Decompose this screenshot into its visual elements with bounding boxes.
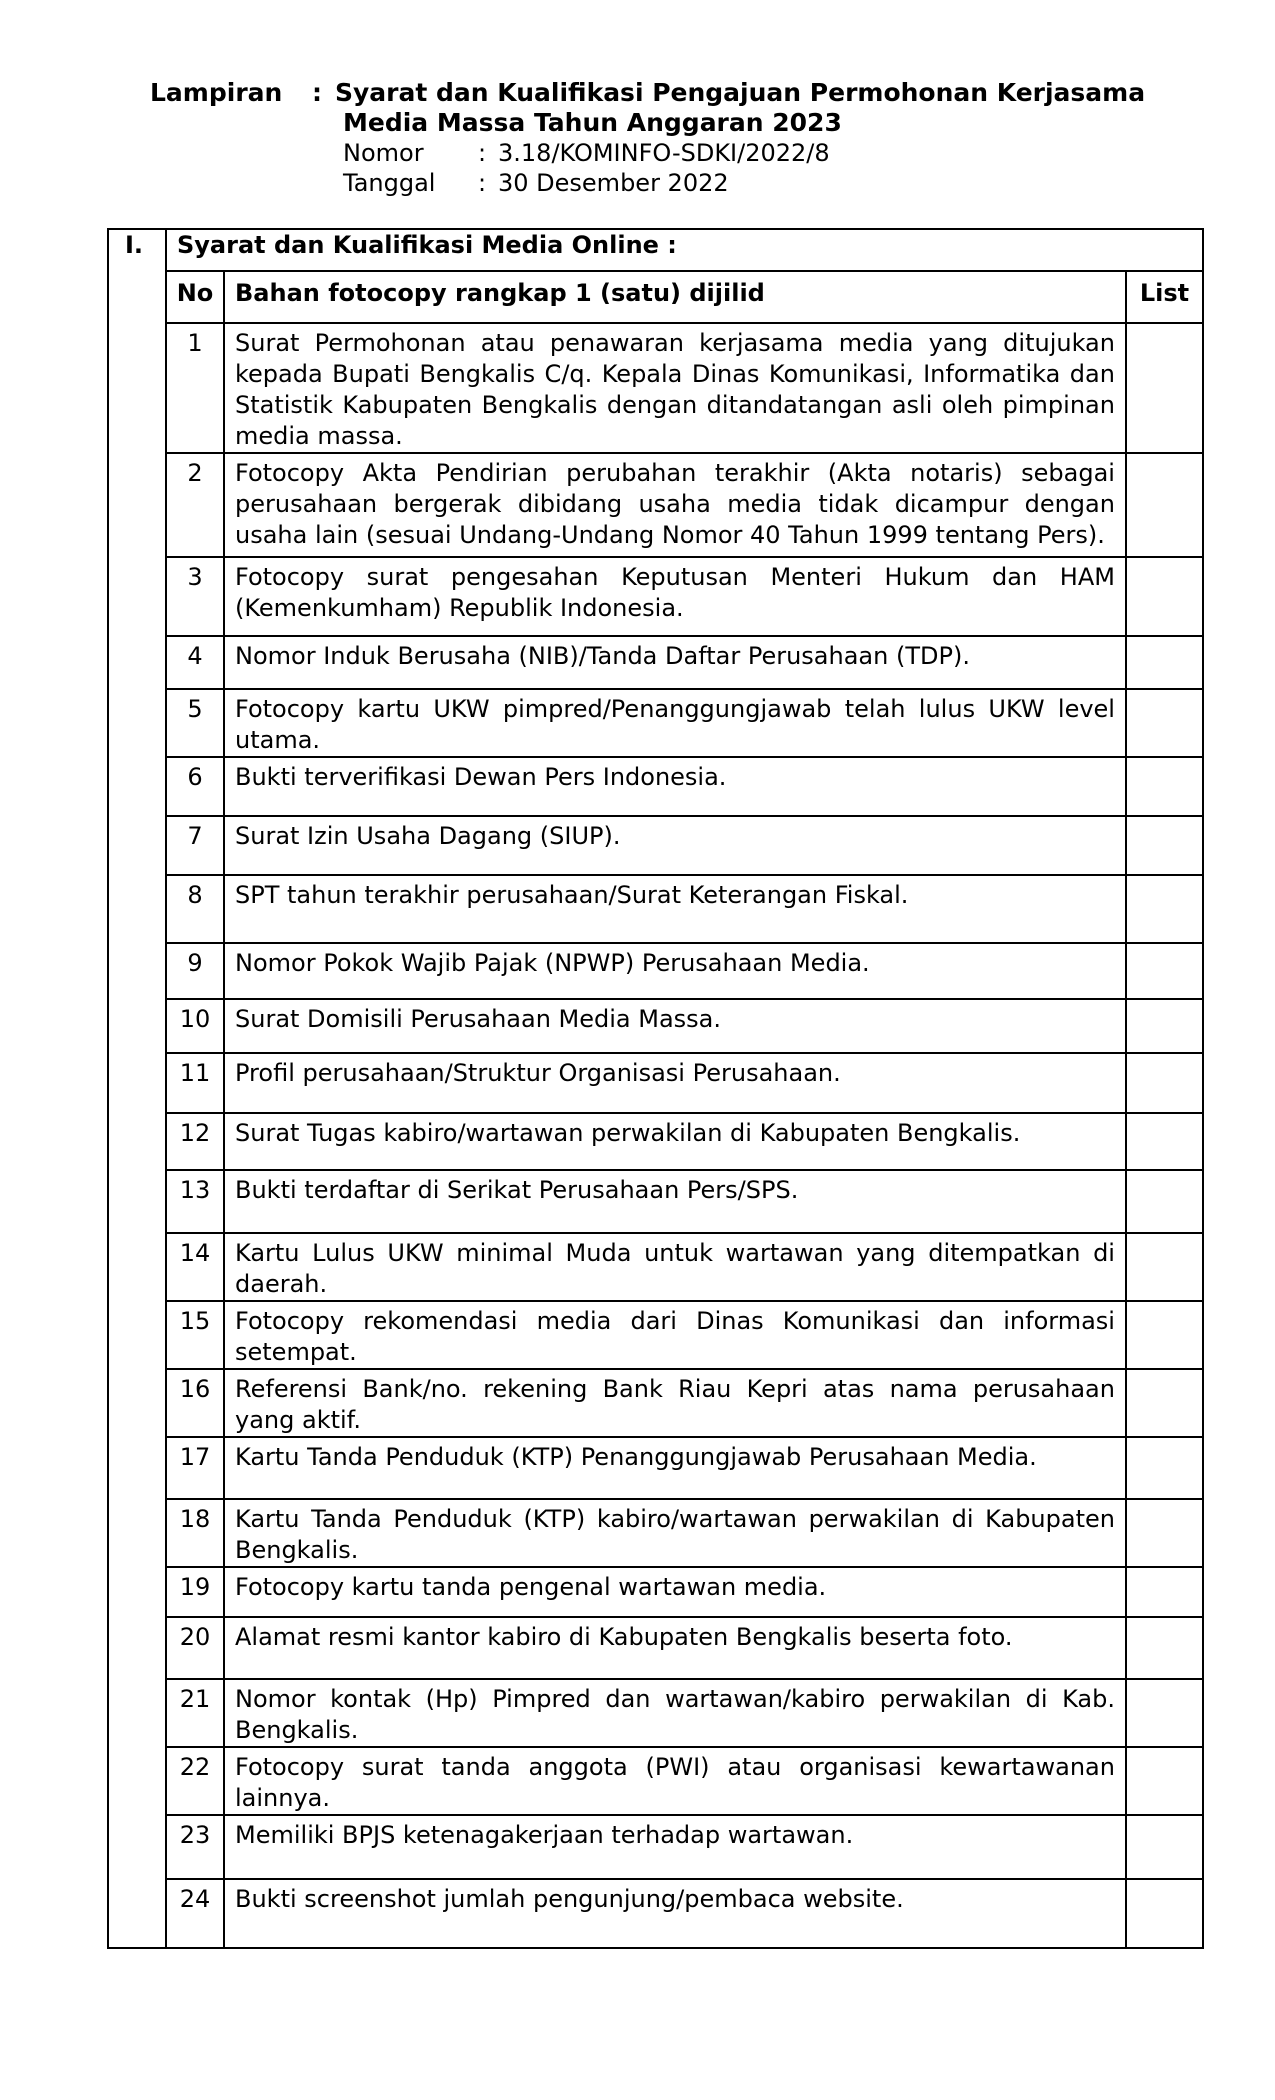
- item-number: 11: [166, 1053, 224, 1113]
- item-text: Kartu Tanda Penduduk (KTP) kabiro/wartawan perwakilan di Kabupaten Bengkalis.: [224, 1499, 1126, 1567]
- item-number: 16: [166, 1369, 224, 1437]
- table-row: [108, 689, 1203, 757]
- table-row: [108, 1499, 1203, 1567]
- item-list-checkbox[interactable]: [1126, 323, 1203, 453]
- table-row: [108, 636, 1203, 689]
- table-row: [108, 1170, 1203, 1233]
- table-row: [108, 1301, 1203, 1369]
- item-list-checkbox[interactable]: [1126, 1437, 1203, 1499]
- header-row-title-2: [150, 108, 1150, 138]
- requirements-table: [107, 228, 1204, 1949]
- table-row: [108, 323, 1203, 453]
- item-list-checkbox[interactable]: [1126, 943, 1203, 999]
- item-text: Referensi Bank/no. rekening Bank Riau Kepri atas nama perusahaan yang aktif.: [224, 1369, 1126, 1437]
- item-number: 24: [166, 1879, 224, 1948]
- table-row: [108, 1053, 1203, 1113]
- item-number: 23: [166, 1815, 224, 1879]
- item-text: Nomor Pokok Wajib Pajak (NPWP) Perusahaan Media.: [224, 943, 1126, 999]
- item-list-checkbox[interactable]: [1126, 1879, 1203, 1948]
- item-number: 12: [166, 1113, 224, 1170]
- table-row: [108, 557, 1203, 636]
- item-text: Surat Tugas kabiro/wartawan perwakilan di Kabupaten Bengkalis.: [224, 1113, 1126, 1170]
- item-list-checkbox[interactable]: [1126, 1233, 1203, 1301]
- item-list-checkbox[interactable]: [1126, 1679, 1203, 1747]
- item-text: Fotocopy rekomendasi media dari Dinas Komunikasi dan informasi setempat.: [224, 1301, 1126, 1369]
- table-row: [108, 1369, 1203, 1437]
- item-number: 8: [166, 875, 224, 943]
- tanggal-row: [150, 168, 1150, 198]
- table-row: [108, 1815, 1203, 1879]
- table-row: [108, 1747, 1203, 1815]
- column-header-no: No: [166, 271, 224, 323]
- item-text: Nomor kontak (Hp) Pimpred dan wartawan/kabiro perwakilan di Kab. Bengkalis.: [224, 1679, 1126, 1747]
- item-number: 1: [166, 323, 224, 453]
- item-list-checkbox[interactable]: [1126, 1747, 1203, 1815]
- item-list-checkbox[interactable]: [1126, 875, 1203, 943]
- column-header-item: Bahan fotocopy rangkap 1 (satu) dijilid: [224, 271, 1126, 323]
- item-list-checkbox[interactable]: [1126, 1617, 1203, 1679]
- tanggal-colon: :: [478, 169, 487, 197]
- lampiran-colon: :: [312, 78, 322, 107]
- item-list-checkbox[interactable]: [1126, 1170, 1203, 1233]
- item-text: Fotocopy kartu tanda pengenal wartawan media.: [224, 1567, 1126, 1617]
- table-row: [108, 1113, 1203, 1170]
- tanggal-value: 30 Desember 2022: [498, 169, 729, 197]
- item-list-checkbox[interactable]: [1126, 1567, 1203, 1617]
- item-text: Fotocopy surat pengesahan Keputusan Menteri Hukum dan HAM (Kemenkumham) Republik Indonesia.: [224, 557, 1126, 636]
- item-text: SPT tahun terakhir perusahaan/Surat Keterangan Fiskal.: [224, 875, 1126, 943]
- table-row: [108, 1617, 1203, 1679]
- header-row-title: [150, 78, 1150, 108]
- section-header-row: [108, 229, 1203, 271]
- item-text: Nomor Induk Berusaha (NIB)/Tanda Daftar Perusahaan (TDP).: [224, 636, 1126, 689]
- item-text: Bukti terverifikasi Dewan Pers Indonesia.: [224, 757, 1126, 816]
- item-number: 15: [166, 1301, 224, 1369]
- table-row: [108, 816, 1203, 875]
- item-number: 7: [166, 816, 224, 875]
- item-number: 22: [166, 1747, 224, 1815]
- item-list-checkbox[interactable]: [1126, 636, 1203, 689]
- column-header-row: [108, 271, 1203, 323]
- item-text: Surat Permohonan atau penawaran kerjasama media yang ditujukan kepada Bupati Bengkalis C/q. Kepala Dinas Komunikasi, Informatika dan Statistik Kabupaten Bengkalis dengan ditandatangan asli oleh pimpinan media massa.: [224, 323, 1126, 453]
- item-text: Surat Domisili Perusahaan Media Massa.: [224, 999, 1126, 1053]
- item-text: Bukti screenshot jumlah pengunjung/pembaca website.: [224, 1879, 1126, 1948]
- title-line-2: Media Massa Tahun Anggaran 2023: [343, 108, 842, 137]
- nomor-label: Nomor: [343, 139, 424, 167]
- item-list-checkbox[interactable]: [1126, 1113, 1203, 1170]
- nomor-row: [150, 138, 1150, 168]
- item-number: 5: [166, 689, 224, 757]
- item-list-checkbox[interactable]: [1126, 689, 1203, 757]
- item-number: 9: [166, 943, 224, 999]
- section-title: Syarat dan Kualifikasi Media Online :: [166, 229, 1203, 271]
- item-text: Fotocopy Akta Pendirian perubahan terakhir (Akta notaris) sebagai perusahaan bergerak dibidang usaha media tidak dicampur dengan usaha lain (sesuai Undang-Undang Nomor 40 Tahun 1999 tentang Pers).: [224, 453, 1126, 557]
- item-number: 10: [166, 999, 224, 1053]
- table-row: [108, 453, 1203, 557]
- table-row: [108, 943, 1203, 999]
- item-list-checkbox[interactable]: [1126, 1053, 1203, 1113]
- item-number: 19: [166, 1567, 224, 1617]
- tanggal-label: Tanggal: [343, 169, 436, 197]
- lampiran-label: Lampiran: [150, 78, 283, 107]
- item-list-checkbox[interactable]: [1126, 557, 1203, 636]
- item-list-checkbox[interactable]: [1126, 1815, 1203, 1879]
- item-number: 4: [166, 636, 224, 689]
- table-row: [108, 999, 1203, 1053]
- item-number: 13: [166, 1170, 224, 1233]
- section-number: I.: [108, 229, 166, 1948]
- item-number: 6: [166, 757, 224, 816]
- item-text: Bukti terdaftar di Serikat Perusahaan Pers/SPS.: [224, 1170, 1126, 1233]
- item-list-checkbox[interactable]: [1126, 1369, 1203, 1437]
- nomor-colon: :: [478, 139, 487, 167]
- table-row: [108, 1879, 1203, 1948]
- item-number: 18: [166, 1499, 224, 1567]
- item-list-checkbox[interactable]: [1126, 816, 1203, 875]
- item-list-checkbox[interactable]: [1126, 757, 1203, 816]
- item-text: Kartu Lulus UKW minimal Muda untuk wartawan yang ditempatkan di daerah.: [224, 1233, 1126, 1301]
- item-text: Fotocopy surat tanda anggota (PWI) atau organisasi kewartawanan lainnya.: [224, 1747, 1126, 1815]
- item-number: 20: [166, 1617, 224, 1679]
- nomor-value: 3.18/KOMINFO-SDKI/2022/8: [498, 139, 830, 167]
- item-list-checkbox[interactable]: [1126, 1301, 1203, 1369]
- item-text: Kartu Tanda Penduduk (KTP) Penanggungjawab Perusahaan Media.: [224, 1437, 1126, 1499]
- table-row: [108, 757, 1203, 816]
- item-number: 21: [166, 1679, 224, 1747]
- item-text: Memiliki BPJS ketenagakerjaan terhadap wartawan.: [224, 1815, 1126, 1879]
- table-row: [108, 1567, 1203, 1617]
- item-number: 3: [166, 557, 224, 636]
- item-number: 2: [166, 453, 224, 557]
- table-row: [108, 1679, 1203, 1747]
- item-list-checkbox[interactable]: [1126, 1499, 1203, 1567]
- table-row: [108, 1437, 1203, 1499]
- table-row: [108, 875, 1203, 943]
- item-text: Alamat resmi kantor kabiro di Kabupaten Bengkalis beserta foto.: [224, 1617, 1126, 1679]
- item-number: 14: [166, 1233, 224, 1301]
- item-text: Surat Izin Usaha Dagang (SIUP).: [224, 816, 1126, 875]
- item-text: Fotocopy kartu UKW pimpred/Penanggungjawab telah lulus UKW level utama.: [224, 689, 1126, 757]
- item-number: 17: [166, 1437, 224, 1499]
- item-list-checkbox[interactable]: [1126, 999, 1203, 1053]
- item-list-checkbox[interactable]: [1126, 453, 1203, 557]
- item-text: Profil perusahaan/Struktur Organisasi Perusahaan.: [224, 1053, 1126, 1113]
- column-header-list: List: [1126, 271, 1203, 323]
- table-row: [108, 1233, 1203, 1301]
- title-line-1: Syarat dan Kualifikasi Pengajuan Permohonan Kerjasama: [335, 78, 1146, 107]
- document-header: [150, 78, 1150, 198]
